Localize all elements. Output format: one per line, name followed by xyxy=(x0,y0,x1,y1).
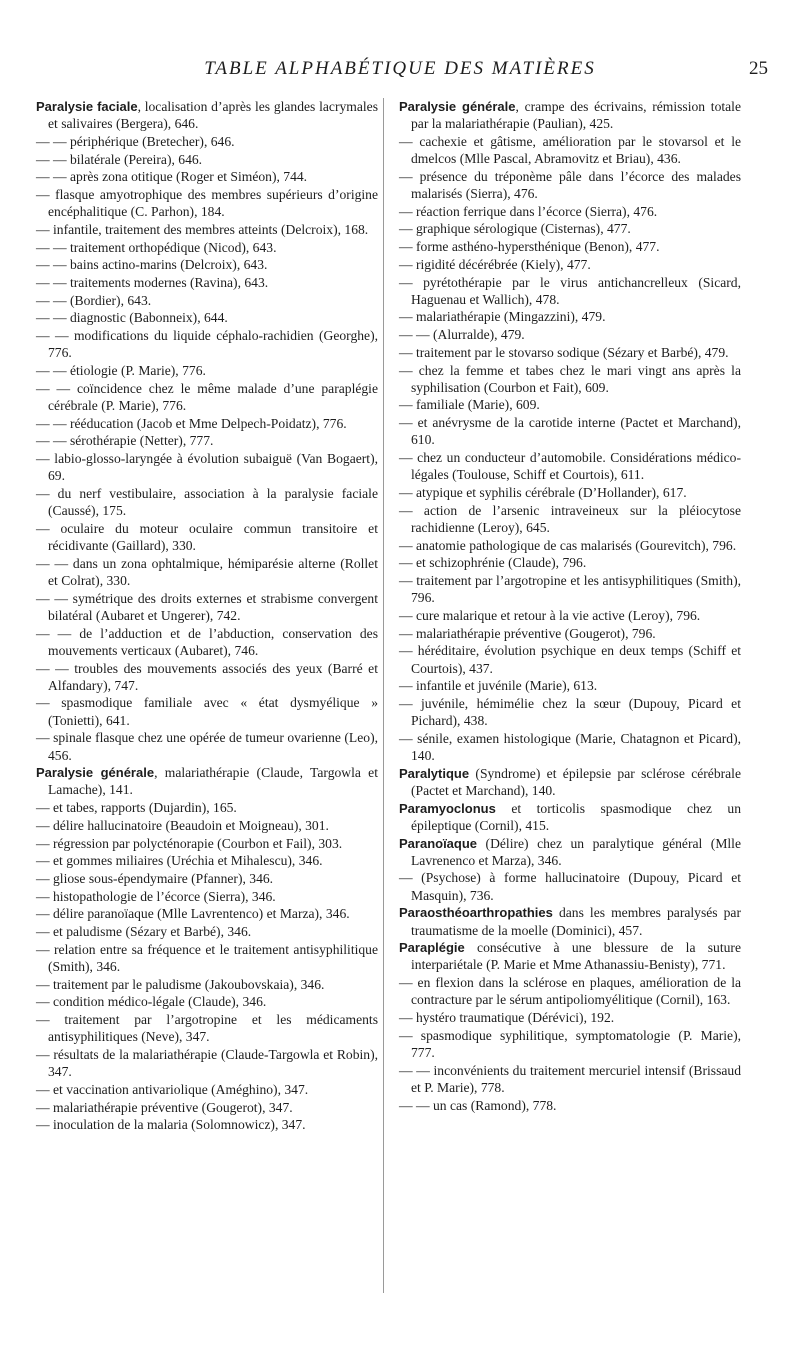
index-heading-entry xyxy=(399,765,741,799)
entry-text: — — (Bordier), 643. xyxy=(36,292,152,308)
entry-text: — régression par polycténorapie (Courbon et Fail), 303. xyxy=(36,835,343,851)
index-term: Paralytique xyxy=(399,765,470,781)
index-subentry xyxy=(36,993,378,1010)
entry-text: — graphique sérologique (Cisternas), 477. xyxy=(399,221,631,237)
index-subentry xyxy=(36,941,378,975)
entry-text: — — rééducation (Jacob et Mme Delpech-Poidatz), 776. xyxy=(36,415,347,431)
entry-text: — et anévrysme de la carotide interne (Pactet et Marchand), 610. xyxy=(399,415,741,448)
index-subentry xyxy=(36,905,378,922)
index-subentry xyxy=(36,817,378,834)
entry-text: — — bains actino-marins (Delcroix), 643. xyxy=(36,257,268,273)
entry-text: — cure malarique et retour à la vie active (Leroy), 796. xyxy=(399,607,701,623)
index-subentry xyxy=(36,380,378,414)
index-subentry xyxy=(36,133,378,150)
entry-text: — spasmodique syphilitique, symptomatologie (P. Marie), 777. xyxy=(399,1027,741,1060)
entry-text: — juvénile, hémimélie chez la sœur (Dupouy, Picard et Pichard), 438. xyxy=(399,695,741,729)
entry-text: — anatomie pathologique de cas malarisés (Gourevitch), 796. xyxy=(399,537,737,553)
index-heading-entry xyxy=(399,98,741,132)
index-subentry xyxy=(36,239,378,256)
entry-text: — réaction ferrique dans l’écorce (Sierra), 476. xyxy=(399,203,658,219)
index-subentry xyxy=(36,555,378,589)
index-subentry xyxy=(399,484,741,501)
index-subentry xyxy=(399,869,741,903)
column-divider xyxy=(383,98,384,1293)
index-subentry xyxy=(399,449,741,483)
entry-text: — — traitements modernes (Ravina), 643. xyxy=(36,275,269,291)
index-subentry xyxy=(399,362,741,396)
index-subentry xyxy=(36,186,378,220)
index-subentry xyxy=(399,396,741,413)
entry-text: — sénile, examen histologique (Marie, Chatagnon et Picard), 140. xyxy=(399,730,741,764)
entry-text: — en flexion dans la sclérose en plaques, amélioration de la contracture par le sérum antipoliomyélitique (Cornil), 163. xyxy=(399,975,741,1008)
index-heading-entry xyxy=(36,764,378,798)
index-subentry xyxy=(399,537,741,554)
index-subentry xyxy=(36,309,378,326)
index-term: Paranoïaque xyxy=(399,835,478,851)
index-subentry xyxy=(36,1046,378,1080)
entry-text: — gliose sous-épendymaire (Pfanner), 346. xyxy=(36,870,274,886)
entry-text: — présence du tréponème pâle dans l’écorce des malades malarisés (Sierra), 476. xyxy=(399,168,741,202)
entry-text: — — symétrique des droits externes et strabisme convergent bilatéral (Aubaret et Ungerer), 742. xyxy=(36,590,378,623)
index-subentry xyxy=(399,1062,741,1096)
index-subentry xyxy=(399,572,741,606)
index-subentry xyxy=(36,221,378,238)
index-term: Paramyoclonus xyxy=(399,800,496,816)
index-subentry xyxy=(36,520,378,554)
entry-text: et torticolis spasmodique chez un épileptique (Cornil), 415. xyxy=(411,800,741,833)
entry-text: — — diagnostic (Babonneix), 644. xyxy=(36,310,228,326)
index-subentry xyxy=(399,133,741,167)
index-subentry xyxy=(399,625,741,642)
entry-text: , localisation d’après les glandes lacrymales et salivaires (Bergera), 646. xyxy=(48,99,378,132)
entry-text: — — bilatérale (Pereira), 646. xyxy=(36,151,203,167)
index-subentry xyxy=(399,554,741,571)
index-subentry xyxy=(399,1097,741,1114)
entry-text: — infantile et juvénile (Marie), 613. xyxy=(399,678,598,694)
entry-text: — — dans un zona ophtalmique, hémiparésie alterne (Rollet et Colrat), 330. xyxy=(36,555,378,588)
entry-text: dans les membres paralysés par traumatisme de la moelle (Dominici), 457. xyxy=(411,905,741,938)
entry-text: — — traitement orthopédique (Nicod), 643. xyxy=(36,239,277,255)
right-index-column xyxy=(399,98,741,1114)
index-subentry xyxy=(36,362,378,379)
entry-text: — — (Alurralde), 479. xyxy=(399,327,525,343)
entry-text: — rigidité décérébrée (Kiely), 477. xyxy=(399,256,591,272)
entry-text: — — inconvénients du traitement mercuriel intensif (Brissaud et P. Marie), 778. xyxy=(399,1062,741,1095)
entry-text: — héréditaire, évolution psychique en deux temps (Schiff et Courtois), 437. xyxy=(399,643,741,676)
index-term: Paraosthéoarthropathies xyxy=(399,905,553,921)
entry-text: — traitement par l’argotropine et les antisyphilitiques (Smith), 796. xyxy=(399,572,741,606)
index-term: Paralysie faciale xyxy=(36,99,138,114)
entry-text: — familiale (Marie), 609. xyxy=(399,397,540,413)
running-title: TABLE ALPHABÉTIQUE DES MATIÈRES xyxy=(204,58,596,79)
index-subentry xyxy=(399,607,741,624)
index-subentry xyxy=(399,344,741,361)
index-subentry xyxy=(36,256,378,273)
page-header xyxy=(0,50,800,84)
index-subentry xyxy=(36,485,378,519)
entry-text: — — modifications du liquide céphalo-rachidien (Georghe), 776. xyxy=(36,328,378,361)
index-subentry xyxy=(36,729,378,763)
index-subentry xyxy=(36,694,378,728)
entry-text: — — sérothérapie (Netter), 777. xyxy=(36,433,214,449)
index-subentry xyxy=(36,590,378,624)
index-subentry xyxy=(36,327,378,361)
index-subentry xyxy=(399,730,741,764)
index-subentry xyxy=(36,976,378,993)
index-subentry xyxy=(36,923,378,940)
entry-text: — malariathérapie préventive (Gougerot), 796. xyxy=(399,625,656,641)
index-subentry xyxy=(399,326,741,343)
index-heading-entry xyxy=(36,98,378,132)
entry-text: — oculaire du moteur oculaire commun transitoire et récidivante (Gaillard), 330. xyxy=(36,520,378,554)
entry-text: — et gommes miliaires (Uréchia et Mihalescu), 346. xyxy=(36,853,323,869)
index-term: Paralysie générale xyxy=(399,99,516,114)
index-subentry xyxy=(399,256,741,273)
entry-text: — — troubles des mouvements associés des yeux (Barré et Alfandary), 747. xyxy=(36,660,378,693)
entry-text: — résultats de la malariathérapie (Claude-Targowla et Robin), 347. xyxy=(36,1046,378,1080)
entry-text: — chez la femme et tabes chez le mari vingt ans après la syphilisation (Courbon et Fait), 609. xyxy=(399,362,741,395)
entry-text: — et vaccination antivariolique (Améghino), 347. xyxy=(36,1081,309,1097)
entry-text: — hystéro traumatique (Dérévici), 192. xyxy=(399,1010,615,1026)
index-term: Paraplégie xyxy=(399,940,465,956)
entry-text: — et paludisme (Sézary et Barbé), 346. xyxy=(36,924,252,940)
entry-text: — du nerf vestibulaire, association à la paralysie faciale (Caussé), 175. xyxy=(36,485,378,519)
entry-text: — cachexie et gâtisme, amélioration par le stovarsol et le dmelcos (Mlle Pascal, Abramovitz et Briau), 436. xyxy=(399,133,741,167)
entry-text: — flasque amyotrophique des membres supérieurs d’origine encéphalitique (C. Parhon), 184. xyxy=(36,187,378,220)
left-index-column xyxy=(36,98,378,1134)
index-subentry xyxy=(399,238,741,255)
index-subentry xyxy=(36,450,378,484)
index-subentry xyxy=(36,888,378,905)
entry-text: consécutive à une blessure de la suture interpariétale (P. Marie et Mme Athanassiu-Benisty), 771. xyxy=(411,940,741,973)
entry-text: — délire hallucinatoire (Beaudoin et Moigneau), 301. xyxy=(36,817,329,833)
entry-text: — relation entre sa fréquence et le traitement antisyphilitique (Smith), 346. xyxy=(36,941,378,974)
index-subentry xyxy=(36,660,378,694)
index-subentry xyxy=(399,168,741,202)
index-subentry xyxy=(36,1011,378,1045)
index-subentry xyxy=(36,625,378,659)
index-subentry xyxy=(399,677,741,694)
entry-text: — — coïncidence chez le même malade d’une paraplégie cérébrale (P. Marie), 776. xyxy=(36,380,378,413)
entry-text: — histopathologie de l’écorce (Sierra), 346. xyxy=(36,888,276,904)
index-subentry xyxy=(36,168,378,185)
index-heading-entry xyxy=(399,939,741,973)
index-subentry xyxy=(399,974,741,1008)
index-subentry xyxy=(36,274,378,291)
page-number: 25 xyxy=(749,58,768,79)
index-subentry xyxy=(36,870,378,887)
index-subentry xyxy=(399,414,741,448)
entry-text: — action de l’arsenic intraveineux sur la pléiocytose rachidienne (Leroy), 645. xyxy=(399,502,741,535)
index-subentry xyxy=(36,432,378,449)
index-subentry xyxy=(36,835,378,852)
index-subentry xyxy=(36,1081,378,1098)
entry-text: , crampe des écrivains, rémission totale par la malariathérapie (Paulian), 425. xyxy=(411,99,741,132)
entry-text: (Délire) chez un paralytique général (Mlle Lavrenenco et Marza), 346. xyxy=(411,835,741,868)
entry-text: — spasmodique familiale avec « état dysmyélique » (Tonietti), 641. xyxy=(36,695,378,728)
entry-text: — et schizophrénie (Claude), 796. xyxy=(399,555,587,571)
entry-text: — — après zona otitique (Roger et Siméon), 744. xyxy=(36,169,308,185)
entry-text: — chez un conducteur d’automobile. Considérations médico-légales (Toulouse, Schiff et Courtois), 611. xyxy=(399,450,741,483)
index-heading-entry xyxy=(399,835,741,869)
entry-text: (Syndrome) et épilepsie par sclérose cérébrale (Pactet et Marchand), 140. xyxy=(411,765,741,798)
index-subentry xyxy=(36,852,378,869)
entry-text: — — étiologie (P. Marie), 776. xyxy=(36,363,206,379)
index-subentry xyxy=(399,203,741,220)
entry-text: — — un cas (Ramond), 778. xyxy=(399,1097,557,1113)
index-subentry xyxy=(36,151,378,168)
index-subentry xyxy=(399,642,741,676)
index-heading-entry xyxy=(399,800,741,834)
index-subentry xyxy=(399,220,741,237)
entry-text: — labio-glosso-laryngée à évolution subaiguë (Van Bogaert), 69. xyxy=(36,451,378,484)
index-heading-entry xyxy=(399,904,741,938)
index-subentry xyxy=(36,1099,378,1116)
index-subentry xyxy=(36,292,378,309)
entry-text: — condition médico-légale (Claude), 346. xyxy=(36,994,267,1010)
entry-text: — forme asthéno-hypersthénique (Benon), 477. xyxy=(399,239,660,255)
entry-text: — pyrétothérapie par le virus antichancrelleux (Sicard, Haguenau et Wallich), 478. xyxy=(399,274,741,307)
index-subentry xyxy=(399,1009,741,1026)
index-subentry xyxy=(399,502,741,536)
index-subentry xyxy=(36,799,378,816)
index-subentry xyxy=(399,695,741,729)
entry-text: — traitement par le stovarso sodique (Sézary et Barbé), 479. xyxy=(399,344,729,360)
entry-text: — traitement par l’argotropine et les médicaments antisyphilitiques (Neve), 347. xyxy=(36,1012,378,1045)
index-subentry xyxy=(399,1027,741,1061)
entry-text: — inoculation de la malaria (Solomnowicz), 347. xyxy=(36,1117,306,1133)
index-subentry xyxy=(399,274,741,308)
entry-text: — (Psychose) à forme hallucinatoire (Dupouy, Picard et Masquin), 736. xyxy=(399,870,741,903)
index-subentry xyxy=(36,1116,378,1133)
index-subentry xyxy=(36,415,378,432)
entry-text: — — de l’adduction et de l’abduction, conservation des mouvements verticaux (Aubaret), 746. xyxy=(36,625,378,658)
entry-text: — spinale flasque chez une opérée de tumeur ovarienne (Leo), 456. xyxy=(36,730,378,763)
entry-text: — malariathérapie (Mingazzini), 479. xyxy=(399,309,606,325)
entry-text: — infantile, traitement des membres atteints (Delcroix), 168. xyxy=(36,221,369,237)
entry-text: — traitement par le paludisme (Jakoubovskaia), 346. xyxy=(36,976,325,992)
entry-text: — — périphérique (Bretecher), 646. xyxy=(36,133,235,149)
index-term: Paralysie générale xyxy=(36,765,155,781)
index-subentry xyxy=(399,308,741,325)
entry-text: — et tabes, rapports (Dujardin), 165. xyxy=(36,800,237,816)
entry-text: , malariathérapie (Claude, Targowla et Lamache), 141. xyxy=(48,765,378,798)
entry-text: — délire paranoïaque (Mlle Lavrentenco) et Marza), 346. xyxy=(36,906,350,922)
entry-text: — malariathérapie préventive (Gougerot), 347. xyxy=(36,1099,293,1115)
entry-text: — atypique et syphilis cérébrale (D’Hollander), 617. xyxy=(399,484,687,500)
